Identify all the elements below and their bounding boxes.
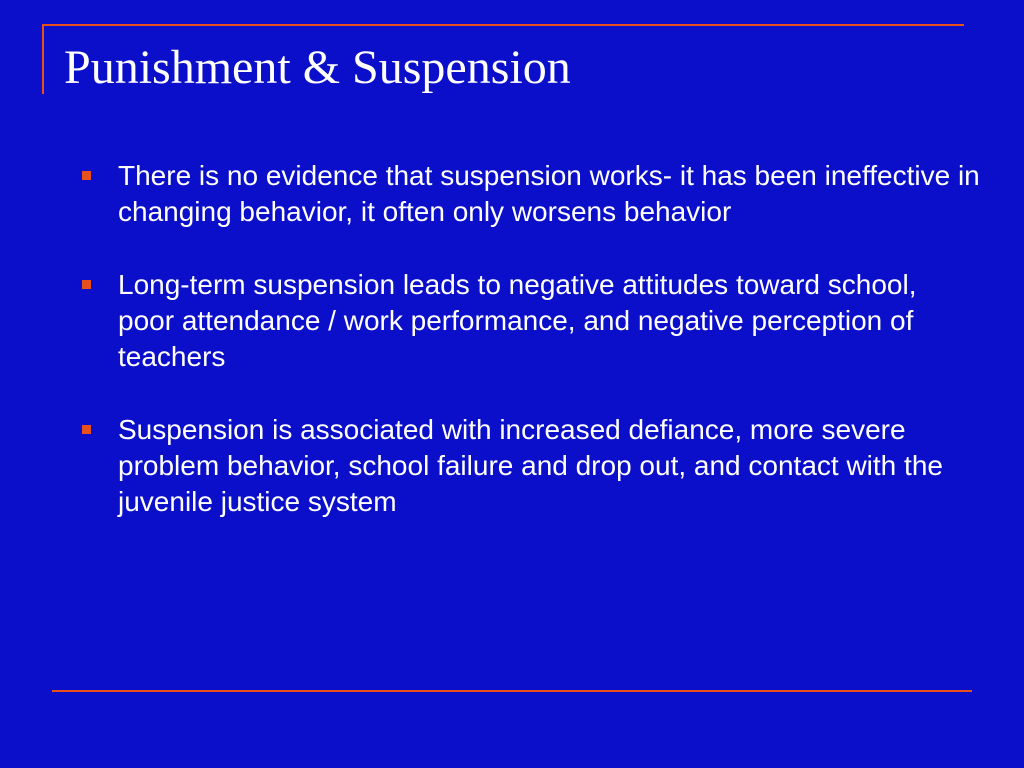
title-accent-line-top: [42, 24, 964, 26]
bullet-text: Long-term suspension leads to negative attitudes toward school, poor attendance / work performance, and negative perception of teachers: [118, 269, 917, 372]
bullet-item-1: [80, 158, 980, 230]
title-accent-line-left: [42, 24, 44, 94]
bullet-list: [80, 158, 980, 557]
bullet-text: There is no evidence that suspension works- it has been ineffective in changing behavior, it often only worsens behavior: [118, 160, 980, 227]
footer-accent-line: [52, 690, 972, 692]
square-bullet-icon: [82, 425, 91, 434]
square-bullet-icon: [82, 171, 91, 180]
bullet-item-2: [80, 267, 980, 375]
square-bullet-icon: [82, 280, 91, 289]
bullet-text: Suspension is associated with increased defiance, more severe problem behavior, school failure and drop out, and contact with the juvenile justice system: [118, 414, 943, 517]
slide-title: Punishment & Suspension: [64, 41, 571, 94]
bullet-item-3: [80, 412, 980, 520]
